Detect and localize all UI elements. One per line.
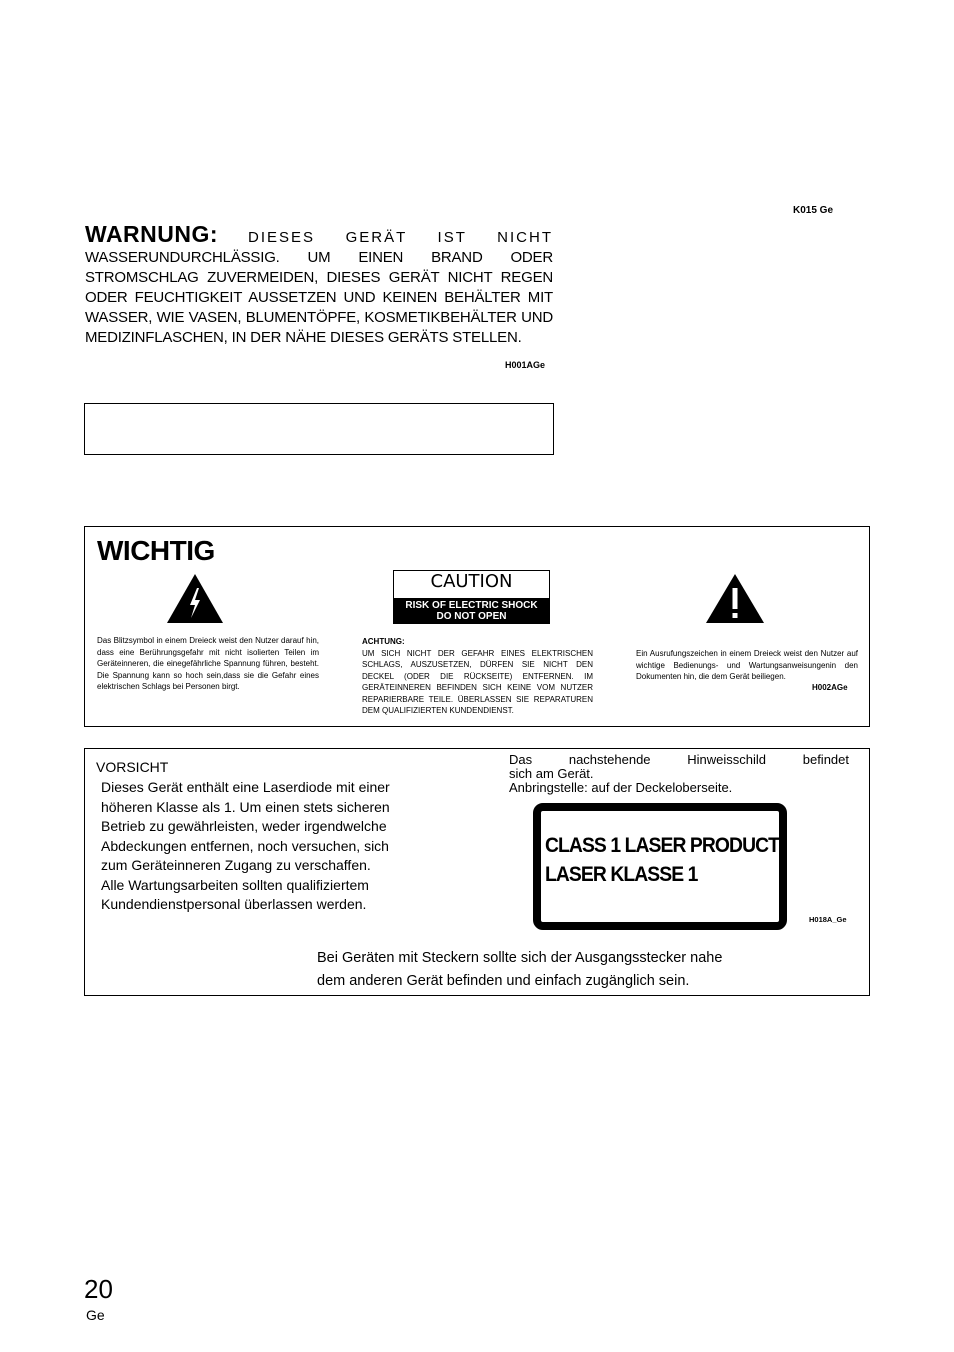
achtung-text: UM SICH NICHT DER GEFAHR EINES ELEKTRISCHEN SCHLAGS, AUSZUSETZEN, DÜRFEN SIE NICHT DEN DECKEL (ODER DIE RÜCKSEITE) ENTFERNEN. IM GERÄTEINNEREN BEFINDEN SICH KEINE VOM NUTZER REPARIERBARE TEILE. ÜBERLASSEN SIE REPARATUREN DEM QUALIFIZIERTEN KUNDENDIENST. <box>362 648 593 715</box>
caution-text <box>101 778 390 915</box>
plug-line-1: Bei Geräten mit Steckern sollte sich der Ausgangsstecker nahe <box>317 950 723 966</box>
risk-line-1: RISK OF ELECTRIC SHOCK <box>405 600 538 611</box>
exclamation-warning-icon <box>705 572 765 624</box>
important-section <box>84 526 870 727</box>
exclamation-explanation: Ein Ausrufungszeichen in einem Dreieck weist den Nutzer auf wichtige Bedienungs- und Wartungsanweisungenin den Dokumenten hin, die dem Gerät beiliegen. <box>636 649 858 681</box>
achtung-block <box>362 636 593 717</box>
warning-first-line: DIESES GERÄT IST NICHT <box>248 229 553 246</box>
warning-code: H001AGe <box>505 360 546 370</box>
page-number: 20 <box>84 1274 113 1304</box>
laser-line-2: LASER KLASSE 1 <box>545 863 698 886</box>
caution-line: zum Geräteinneren Zugang zu verschaffen. <box>101 857 371 873</box>
document-code: K015 Ge <box>793 205 834 216</box>
warning-title: WARNUNG: <box>85 221 219 247</box>
caution-line: Alle Wartungsarbeiten sollten qualifiziertem <box>101 876 369 893</box>
notice-line-1: Das nachstehende Hinweisschild befindet <box>509 752 849 767</box>
important-code: H002AGe <box>812 683 848 692</box>
caution-label-title: CAUTION <box>430 571 513 592</box>
important-title: WICHTIG <box>97 535 215 566</box>
empty-box <box>84 403 554 455</box>
caution-line: höheren Klasse als 1. Um einen stets sicheren <box>101 798 390 815</box>
notice-line-2: sich am Gerät. <box>509 766 594 781</box>
laser-product-label <box>533 803 787 930</box>
lightning-explanation: Das Blitzsymbol in einem Dreieck weist den Nutzer darauf hin, dass eine Berührungsgefahr mit nicht isolierten Teilen im Geräteinneren, die einegefährliche Spannung führen, besteht. Die Spannung kann so hoch sein,dass sie die Gefahr eines elektrischen Schlags bei Personen birgt. <box>97 636 319 691</box>
caution-line: Abdeckungen entfernen, noch versuchen, sich <box>101 837 389 854</box>
plug-line-2: dem anderen Gerät befinden und einfach zugänglich sein. <box>317 973 690 989</box>
caution-line: Kundendienstpersonal überlassen werden. <box>101 896 367 912</box>
laser-line-1: CLASS 1 LASER PRODUCT <box>545 834 780 857</box>
plug-notice <box>317 947 722 993</box>
caution-line: Dieses Gerät enthält eine Laserdiode mit einer <box>101 779 390 795</box>
warning-body: WASSERUNDURCHLÄSSIG. UM EINEN BRAND ODER STROMSCHLAG ZUVERMEIDEN, DIESES GERÄT NICHT REGEN ODER FEUCHTIGKEIT AUSSETZEN UND KEINEN BEHÄLTER MIT WASSER, WIE VASEN, BLUMENTÖPFE, KOSMETIKBEHÄLTER UND MEDIZINFLASCHEN, IN DER NÄHE DIESES GERÄTS STELLEN. <box>85 249 553 346</box>
caution-label <box>393 570 550 624</box>
laser-code: H018A_Ge <box>809 915 847 924</box>
laser-label-text <box>545 831 779 889</box>
caution-section <box>84 748 870 996</box>
warning-section <box>85 221 553 348</box>
lightning-warning-icon <box>166 572 224 624</box>
caution-title: VORSICHT <box>96 759 169 775</box>
risk-line-2: DO NOT OPEN <box>436 611 507 622</box>
achtung-title: ACHTUNG: <box>362 637 405 646</box>
caution-line: Betrieb zu gewährleisten, weder irgendwelche <box>101 818 387 834</box>
language-code: Ge <box>86 1307 105 1323</box>
notice-line-3: Anbringstelle: auf der Deckeloberseite. <box>509 780 733 795</box>
caution-label-risk <box>394 598 549 623</box>
label-notice <box>509 753 849 795</box>
